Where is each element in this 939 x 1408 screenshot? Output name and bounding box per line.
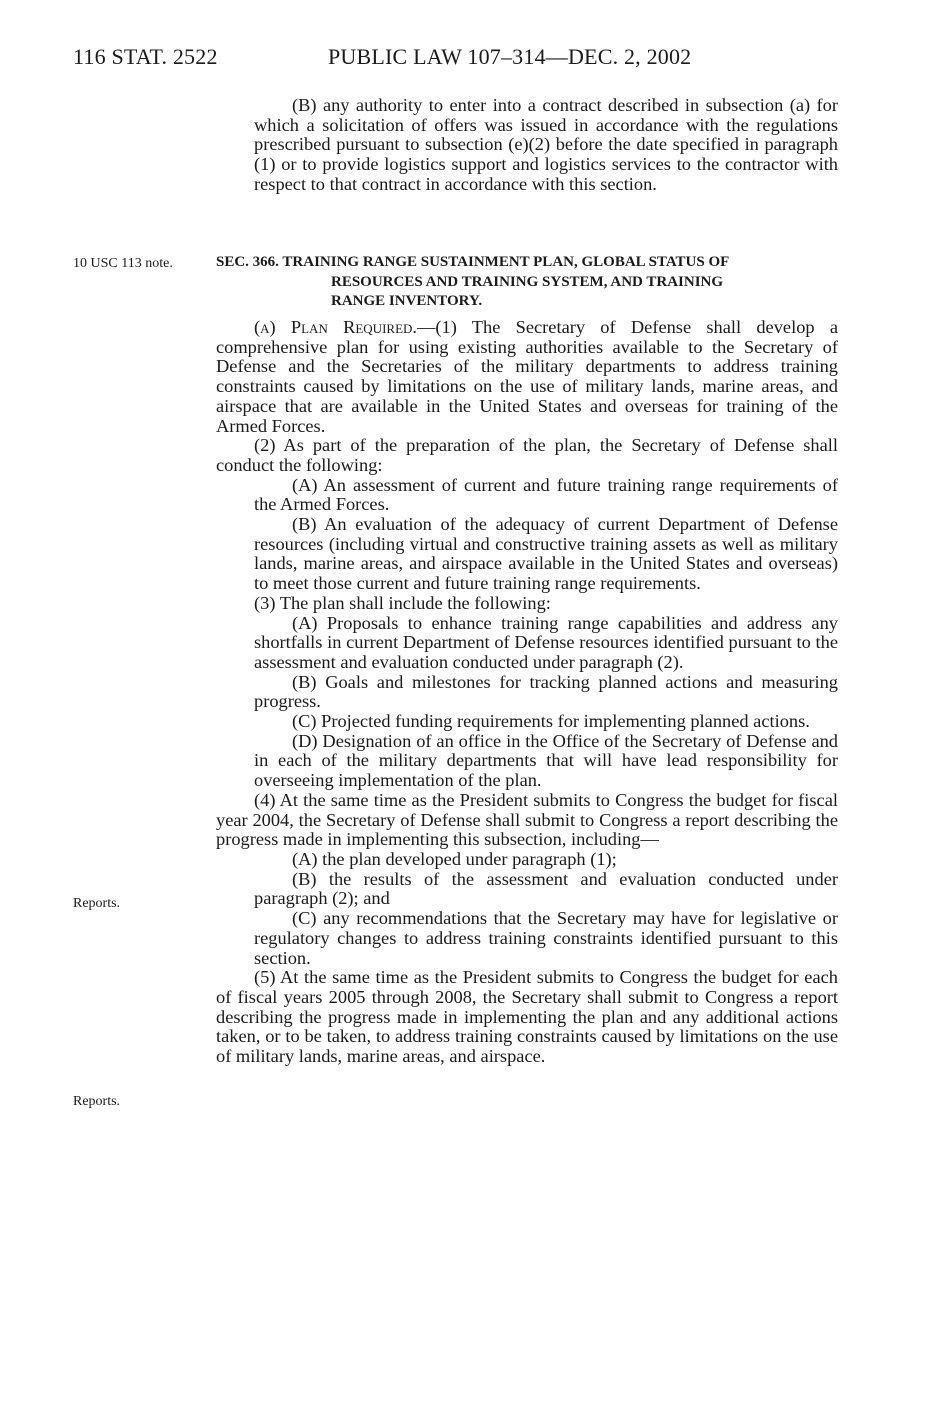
paragraph-4a: (A) the plan developed under paragraph (1); <box>292 848 617 869</box>
paragraph-4c: (C) any recommendations that the Secretary may have for legislative or regulatory changes to address training constraints identified pursuant to this section. <box>254 908 838 968</box>
paragraph-a1-text: —(1) The Secretary of Defense shall develop a comprehensive plan for using existing authorities available to the Secretary of Defense and the Secretaries of the military departments to address training constraints caused by limitations on the use of military lands, marine areas, and airspace that are available in the United States and overseas for training of the Armed Forces. <box>216 317 838 436</box>
paragraph-4: (4) At the same time as the President submits to Congress the budget for fiscal year 2004, the Secretary of Defense shall submit to Congress a report describing the progress made in implementing this subsection, including— <box>216 789 838 850</box>
sidenote-reports-2: Reports. <box>73 1094 121 1109</box>
paragraph-2b: (B) An evaluation of the adequacy of current Department of Defense resources (including virtual and constructive training assets as well as military lands, marine areas, and airspace available in the United States and overseas) to meet those current and future training range requirements. <box>254 514 838 594</box>
paragraph-a1 <box>216 318 838 436</box>
continuation-paragraph-b: (B) any authority to enter into a contract described in subsection (a) for which a solicitation of offers was issued in accordance with the regulations prescribed pursuant to subsection (e)(2) before the date specified in paragraph (1) or to provide logistics support and logistics services to the contractor with respect to that contract in accordance with this section. <box>254 95 838 194</box>
continuation-block <box>216 96 838 195</box>
section-heading-line-2: RESOURCES AND TRAINING SYSTEM, AND TRAINING <box>331 273 724 290</box>
subsection-a-heading: (a) Plan Required. <box>254 317 418 337</box>
paragraph-3c: (C) Projected funding requirements for implementing planned actions. <box>292 711 810 732</box>
paragraph-4b: (B) the results of the assessment and evaluation conducted under paragraph (2); and <box>254 868 838 909</box>
section-heading-line-3: RANGE INVENTORY. <box>331 293 483 309</box>
section-heading <box>216 253 838 312</box>
paragraph-2a: (A) An assessment of current and future training range requirements of the Armed Forces. <box>254 474 838 515</box>
stat-citation: 116 STAT. 2522 <box>73 44 218 69</box>
section-heading-line-1: SEC. 366. TRAINING RANGE SUSTAINMENT PLAN, GLOBAL STATUS OF <box>216 254 730 270</box>
page-header <box>73 44 843 74</box>
paragraph-2: (2) As part of the preparation of the plan, the Secretary of Defense shall conduct the following: <box>216 435 838 475</box>
section-body <box>216 318 838 1067</box>
public-law-header: PUBLIC LAW 107–314—DEC. 2, 2002 <box>328 44 692 69</box>
sidenote-reports-1: Reports. <box>73 896 121 911</box>
paragraph-5: (5) At the same time as the President submits to Congress the budget for each of fiscal years 2005 through 2008, the Secretary shall submit to Congress a report describing the progress made in implementing the plan and any additional actions taken, or to be taken, to address training constraints caused by limitations on the use of military lands, marine areas, and airspace. <box>216 967 838 1067</box>
paragraph-3d: (D) Designation of an office in the Office of the Secretary of Defense and in each of the military departments that will have lead responsibility for overseeing implementation of the plan. <box>254 730 838 791</box>
paragraph-3a: (A) Proposals to enhance training range capabilities and address any shortfalls in current Department of Defense resources identified pursuant to the assessment and evaluation conducted under paragraph (2). <box>254 612 838 672</box>
paragraph-3: (3) The plan shall include the following: <box>254 592 551 613</box>
sidenote-usc: 10 USC 113 note. <box>73 256 173 271</box>
paragraph-3b: (B) Goals and milestones for tracking planned actions and measuring progress. <box>254 671 838 712</box>
